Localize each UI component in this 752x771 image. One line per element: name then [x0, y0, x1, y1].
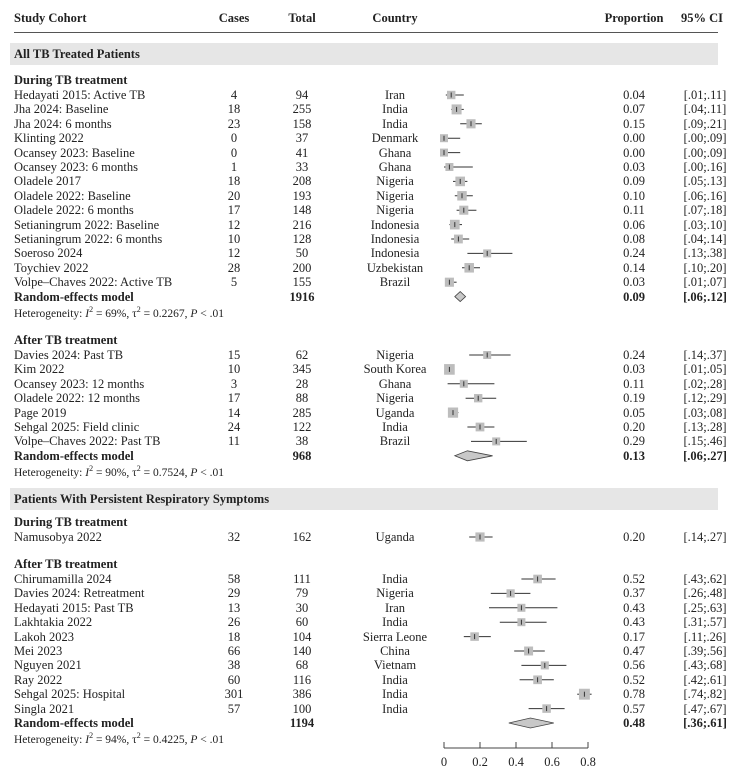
study-total: 386	[292, 687, 312, 702]
study-name: Ocansey 2023: 6 months	[14, 160, 138, 174]
study-cases: 24	[227, 420, 241, 434]
study-total: 216	[292, 217, 312, 232]
header-cases: Cases	[218, 11, 250, 25]
study-name: Lakoh 2023	[14, 629, 75, 644]
study-country: Denmark	[371, 131, 419, 146]
study-ci: [.07;.18]	[683, 203, 727, 218]
study-name: Oladele 2022: 6 months	[14, 203, 134, 218]
study-cases: 13	[227, 600, 241, 615]
study-country: Iran	[384, 600, 406, 615]
study-ci: [.39;.56]	[683, 644, 727, 658]
study-total: 104	[292, 629, 312, 644]
study-ci: [.74;.82]	[683, 687, 727, 702]
subgroup-title: After TB treatment	[14, 557, 118, 571]
study-total: 116	[292, 672, 312, 687]
study-total: 62	[295, 348, 309, 362]
study-proportion: 0.03	[623, 160, 645, 174]
study-country: Ghana	[378, 376, 412, 391]
x-axis-tick-label: 0	[440, 755, 448, 769]
study-name: Klinting 2022	[14, 131, 84, 146]
study-ci: [.05;.13]	[683, 174, 727, 189]
study-cases: 1	[230, 160, 238, 174]
study-proportion: 0.47	[623, 644, 645, 658]
study-total: 285	[292, 405, 312, 420]
subgroup-title: During TB treatment	[14, 73, 128, 87]
study-proportion: 0.19	[623, 391, 645, 406]
study-total: 345	[292, 362, 312, 377]
study-proportion: 0.24	[623, 246, 645, 261]
study-ci: [.09;.21]	[683, 116, 727, 131]
study-ci: [.13;.28]	[683, 420, 727, 434]
study-cases: 0	[230, 145, 238, 160]
study-proportion: 0.08	[623, 232, 645, 246]
study-proportion: 0.57	[623, 701, 645, 716]
heterogeneity-stats: Heterogeneity: $I^2 = 94\%$, $\tau^2 = 0.4225$, P < .01	[14, 731, 225, 747]
header-total: Total	[288, 11, 316, 25]
study-cases: 10	[227, 232, 241, 246]
study-total: 50	[295, 246, 309, 261]
study-ci: [.01;.05]	[683, 362, 727, 377]
study-proportion: 0.00	[623, 131, 645, 146]
study-ci: [.03;.10]	[683, 217, 727, 232]
study-proportion: 0.24	[623, 348, 645, 362]
study-ci: [.26;.48]	[683, 586, 727, 601]
study-proportion: 0.11	[623, 376, 645, 391]
study-total: 88	[295, 391, 309, 406]
study-cases: 4	[230, 88, 238, 102]
pooled-proportion: 0.09	[623, 289, 645, 304]
header-study-cohort: Study Cohort	[14, 11, 87, 25]
study-total: 158	[292, 116, 312, 131]
study-total: 128	[292, 232, 312, 246]
study-country: Brazil	[379, 275, 411, 290]
study-cases: 66	[227, 644, 241, 658]
study-ci: [.13;.38]	[683, 246, 727, 261]
study-name: Toychiev 2022	[14, 260, 89, 275]
study-country: India	[382, 420, 408, 434]
study-ci: [.04;.11]	[683, 102, 727, 117]
header-95ci: 95% CI	[680, 11, 724, 25]
study-total: 148	[292, 203, 312, 218]
pooled-proportion: 0.13	[623, 448, 645, 463]
study-name: Ocansey 2023: 12 months	[14, 376, 145, 391]
study-total: 162	[292, 530, 312, 544]
pooled-label: Random-effects model	[14, 716, 134, 730]
header-country: Country	[372, 11, 418, 25]
study-proportion: 0.04	[623, 88, 645, 102]
pooled-total: 1916	[289, 289, 315, 304]
study-total: 200	[292, 260, 312, 275]
pooled-diamond	[509, 718, 554, 728]
study-cases: 17	[227, 391, 241, 406]
study-cases: 11	[227, 434, 241, 449]
study-proportion: 0.43	[623, 600, 645, 615]
study-total: 140	[292, 644, 312, 658]
study-country: Nigeria	[376, 174, 414, 189]
study-total: 94	[295, 88, 309, 102]
study-country: Nigeria	[376, 391, 414, 406]
study-country: Nigeria	[376, 586, 414, 601]
study-name: Jha 2024: 6 months	[14, 116, 112, 131]
study-name: Oladele 2022: Baseline	[14, 188, 131, 203]
study-total: 155	[292, 275, 312, 290]
study-country: Ghana	[378, 160, 412, 174]
study-ci: [.43;.68]	[683, 658, 727, 673]
study-name: Page 2019	[14, 405, 67, 420]
study-name: Jha 2024: Baseline	[14, 102, 109, 117]
study-cases: 5	[230, 275, 238, 290]
study-total: 100	[292, 701, 312, 716]
study-cases: 18	[227, 102, 241, 117]
pooled-label: Random-effects model	[14, 289, 134, 304]
study-ci: [.14;.37]	[683, 348, 727, 362]
study-country: Nigeria	[376, 188, 414, 203]
study-country: India	[382, 116, 408, 131]
study-cases: 12	[227, 217, 241, 232]
group-title: Patients With Persistent Respiratory Symptoms	[14, 492, 270, 506]
study-cases: 301	[224, 687, 244, 702]
study-cases: 15	[227, 348, 241, 362]
x-axis-tick-label: 0.2	[472, 755, 488, 769]
study-country: Uganda	[375, 530, 415, 544]
study-ci: [.15;.46]	[683, 434, 727, 449]
study-cases: 18	[227, 629, 241, 644]
study-name: Ray 2022	[14, 672, 63, 687]
pooled-total: 968	[292, 448, 312, 463]
study-cases: 23	[227, 116, 241, 131]
study-country: India	[382, 572, 408, 586]
study-proportion: 0.07	[623, 102, 645, 117]
study-total: 79	[295, 586, 309, 601]
study-country: Indonesia	[370, 246, 420, 261]
study-ci: [.01;.11]	[683, 88, 727, 102]
study-cases: 29	[227, 586, 241, 601]
study-proportion: 0.09	[623, 174, 645, 189]
study-cases: 57	[227, 701, 241, 716]
study-name: Setianingrum 2022: 6 months	[14, 232, 163, 246]
study-country: Iran	[384, 88, 406, 102]
pooled-total: 1194	[289, 716, 315, 730]
study-name: Singla 2021	[14, 701, 75, 716]
study-total: 41	[295, 145, 309, 160]
study-ci: [.00;.09]	[683, 131, 727, 146]
study-ci: [.11;.26]	[683, 629, 727, 644]
study-ci: [.25;.63]	[683, 600, 727, 615]
study-ci: [.06;.16]	[683, 188, 727, 203]
study-country: India	[382, 102, 408, 117]
study-country: Ghana	[378, 145, 412, 160]
study-name: Oladele 2017	[14, 174, 81, 189]
pooled-label: Random-effects model	[14, 448, 134, 463]
subgroup-title: After TB treatment	[14, 333, 118, 347]
study-name: Soeroso 2024	[14, 246, 83, 261]
pooled-diamond	[455, 451, 493, 461]
study-cases: 0	[230, 131, 238, 146]
study-total: 193	[292, 188, 312, 203]
study-proportion: 0.37	[623, 586, 645, 601]
study-proportion: 0.43	[623, 615, 645, 630]
study-country: India	[382, 687, 408, 702]
group-title: All TB Treated Patients	[14, 47, 140, 61]
heterogeneity-stats: Heterogeneity: $I^2 = 90\%$, $\tau^2 = 0.7524$, P < .01	[14, 464, 225, 480]
study-name: Sehgal 2025: Field clinic	[14, 420, 140, 434]
study-country: Brazil	[379, 434, 411, 449]
study-name: Ocansey 2023: Baseline	[14, 145, 135, 160]
study-total: 255	[292, 102, 312, 117]
study-country: Uganda	[375, 405, 415, 420]
study-name: Hedayati 2015: Past TB	[14, 600, 134, 615]
study-ci: [.12;.29]	[683, 391, 727, 406]
study-name: Hedayati 2015: Active TB	[14, 88, 146, 102]
study-proportion: 0.14	[623, 260, 645, 275]
study-total: 28	[295, 376, 309, 391]
study-name: Davies 2024: Retreatment	[14, 586, 145, 601]
study-proportion: 0.11	[623, 203, 645, 218]
study-proportion: 0.00	[623, 145, 645, 160]
study-ci: [.00;.16]	[683, 160, 727, 174]
study-country: South Korea	[363, 362, 427, 377]
study-proportion: 0.03	[623, 275, 645, 290]
study-country: India	[382, 672, 408, 687]
study-proportion: 0.20	[623, 530, 645, 544]
study-total: 208	[292, 174, 312, 189]
study-ci: [.14;.27]	[683, 530, 727, 544]
study-cases: 20	[227, 188, 241, 203]
study-cases: 58	[227, 572, 241, 586]
study-cases: 26	[227, 615, 241, 630]
study-total: 111	[293, 572, 311, 586]
study-country: Uzbekistan	[366, 260, 424, 275]
x-axis-tick-label: 0.6	[544, 755, 560, 769]
study-proportion: 0.52	[623, 572, 645, 586]
study-total: 37	[295, 131, 309, 146]
study-cases: 18	[227, 174, 241, 189]
study-total: 68	[295, 658, 309, 673]
study-country: Indonesia	[370, 217, 420, 232]
study-proportion: 0.20	[623, 420, 645, 434]
study-name: Setianingrum 2022: Baseline	[14, 217, 160, 232]
study-total: 30	[295, 600, 309, 615]
study-proportion: 0.03	[623, 362, 645, 377]
study-proportion: 0.10	[623, 188, 645, 203]
study-total: 38	[295, 434, 309, 449]
study-country: India	[382, 701, 408, 716]
study-name: Mei 2023	[14, 644, 63, 658]
study-proportion: 0.52	[623, 672, 645, 687]
pooled-diamond	[455, 292, 466, 302]
study-ci: [.00;.09]	[683, 145, 727, 160]
study-name: Davies 2024: Past TB	[14, 348, 124, 362]
study-cases: 10	[227, 362, 241, 377]
study-proportion: 0.15	[623, 116, 645, 131]
study-ci: [.31;.57]	[683, 615, 727, 630]
study-name: Volpe–Chaves 2022: Active TB	[14, 275, 173, 290]
study-country: Nigeria	[376, 348, 414, 362]
study-name: Lakhtakia 2022	[14, 615, 93, 630]
study-name: Kim 2022	[14, 362, 65, 377]
study-cases: 38	[227, 658, 241, 673]
study-ci: [.03;.08]	[683, 405, 727, 420]
study-cases: 14	[227, 405, 241, 420]
pooled-ci: [.06;.12]	[683, 289, 727, 304]
study-total: 122	[292, 420, 312, 434]
study-name: Namusobya 2022	[14, 530, 102, 544]
x-axis-tick-label: 0.8	[580, 755, 596, 769]
study-cases: 3	[230, 376, 238, 391]
study-proportion: 0.78	[623, 687, 645, 702]
study-ci: [.04;.14]	[683, 232, 727, 246]
study-ci: [.02;.28]	[683, 376, 727, 391]
study-cases: 12	[227, 246, 241, 261]
header-proportion: Proportion	[604, 11, 664, 25]
study-name: Chirumamilla 2024	[14, 572, 112, 586]
study-country: Nigeria	[376, 203, 414, 218]
study-cases: 60	[227, 672, 241, 687]
study-country: India	[382, 615, 408, 630]
pooled-ci: [.06;.27]	[683, 448, 727, 463]
heterogeneity-stats: Heterogeneity: $I^2 = 69\%$, $\tau^2 = 0.2267$, P < .01	[14, 305, 225, 320]
study-total: 33	[295, 160, 309, 174]
study-country: Indonesia	[370, 232, 420, 246]
study-ci: [.42;.61]	[683, 672, 727, 687]
study-ci: [.10;.20]	[683, 260, 727, 275]
study-proportion: 0.06	[623, 217, 645, 232]
study-country: China	[380, 644, 410, 658]
study-proportion: 0.29	[623, 434, 645, 449]
study-name: Volpe–Chaves 2022: Past TB	[14, 434, 161, 449]
subgroup-title: During TB treatment	[14, 515, 128, 529]
study-name: Nguyen 2021	[14, 658, 82, 673]
study-cases: 32	[227, 530, 241, 544]
pooled-proportion: 0.48	[623, 716, 645, 730]
study-cases: 17	[227, 203, 241, 218]
study-cases: 28	[227, 260, 241, 275]
study-total: 60	[295, 615, 309, 630]
study-proportion: 0.17	[623, 629, 645, 644]
study-proportion: 0.56	[623, 658, 645, 673]
study-name: Oladele 2022: 12 months	[14, 391, 141, 406]
study-country: Vietnam	[373, 658, 417, 673]
study-name: Sehgal 2025: Hospital	[14, 687, 126, 702]
pooled-ci: [.36;.61]	[683, 716, 727, 730]
study-ci: [.01;.07]	[683, 275, 727, 290]
study-ci: [.47;.67]	[683, 701, 727, 716]
study-ci: [.43;.62]	[683, 572, 727, 586]
x-axis-tick-label: 0.4	[508, 755, 524, 769]
study-country: Sierra Leone	[362, 629, 428, 644]
study-proportion: 0.05	[623, 405, 645, 420]
